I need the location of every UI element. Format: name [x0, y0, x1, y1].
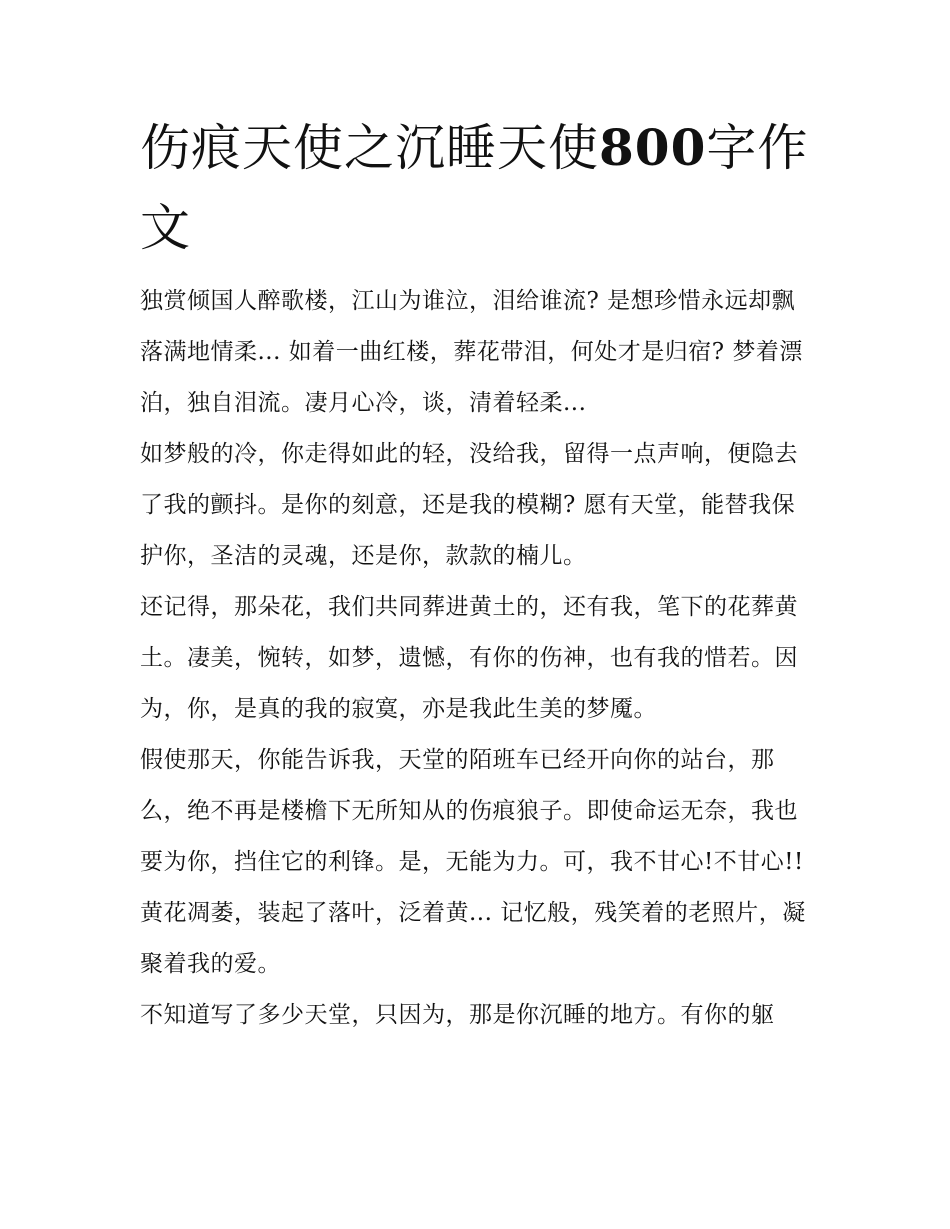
- title-text-post: 字作文: [140, 119, 809, 257]
- paragraph-5: 黄花凋萎，装起了落叶，泛着黄... 记忆般，残笑着的老照片，凝聚着我的爱。: [140, 900, 806, 977]
- paragraph-3: 还记得，那朵花，我们共同葬进黄土的，还有我，笔下的花葬黄土。凄美，惋转，如梦，遗憾，有你的伤神，也有我的惜若。因为，你，是真的我的寂寞，亦是我此生美的梦魇。: [140, 594, 798, 722]
- paragraph-4: 假使那天，你能告诉我，天堂的陌班车已经开向你的站台，那么，绝不再是楼檐下无所知从的伤痕狼子。即使命运无奈，我也要为你，挡住它的利锋。是，无能为力。可，我不甘心!不甘心!!: [140, 747, 804, 875]
- title-text-pre: 伤痕天使之沉睡天使: [140, 119, 599, 177]
- paragraph-1: 独赏倾国人醉歌楼，江山为谁泣，泪给谁流? 是想珍惜永远却飘落满地情柔... 如着一曲红楼，葬花带泪，何处才是归宿? 梦着漂泊，独自泪流。凄月心冷，谈，清着轻柔...: [140, 288, 803, 416]
- document-title: [140, 108, 820, 268]
- paragraph-6: 不知道写了多少天堂，只因为，那是你沉睡的地方。有你的躯: [140, 1002, 775, 1028]
- title-number: 800: [599, 118, 707, 177]
- document-body: [140, 276, 812, 1041]
- paragraph-2: 如梦般的冷，你走得如此的轻，没给我，留得一点声响，便隐去了我的颤抖。是你的刻意，还是我的模糊? 愿有天堂，能替我保护你，圣洁的灵魂，还是你，款款的楠儿。: [140, 441, 798, 569]
